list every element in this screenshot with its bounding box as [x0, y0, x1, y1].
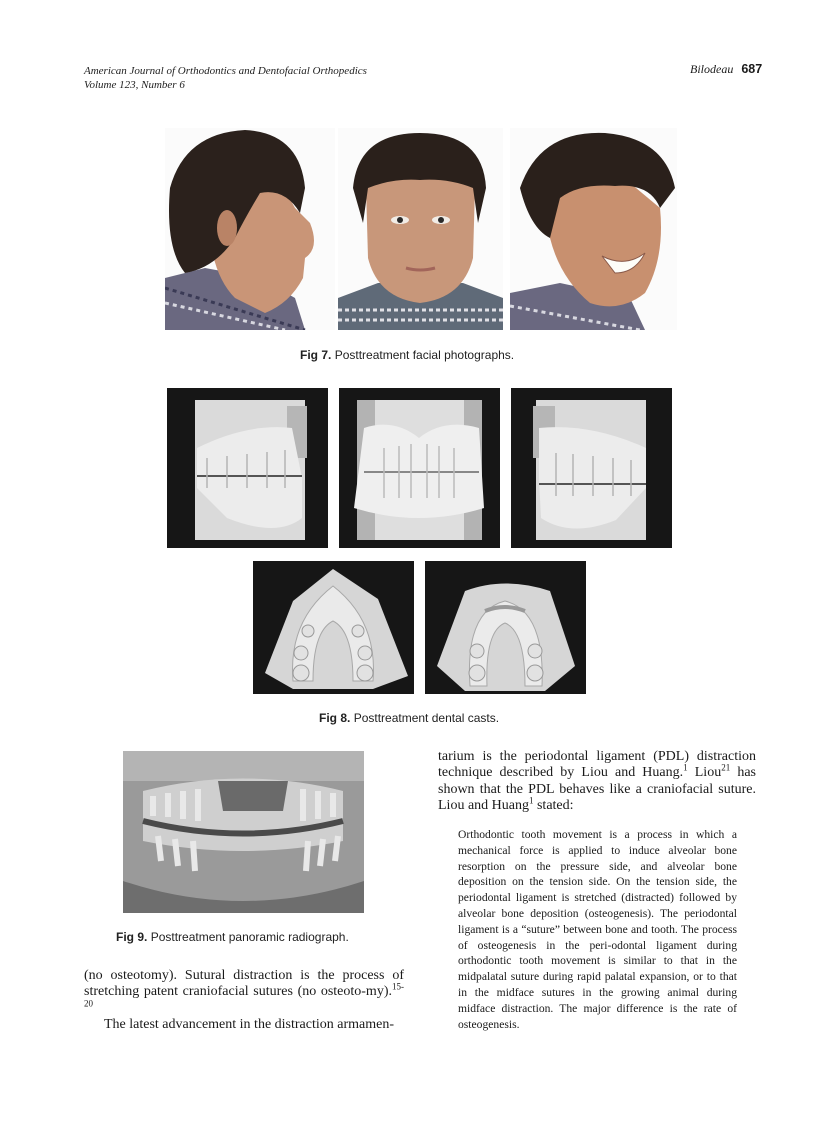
paragraph: The latest advancement in the distraction armamen- — [104, 1017, 394, 1033]
paragraph: tarium is the periodontal ligament (PDL) distraction technique described by Liou and Huang.$^1$ Liou$^{21}$ has shown that the PDL behaves like a craniofacial suture. Liou and Huang$^1$ stated: — [438, 749, 756, 814]
fig8-caption — [319, 711, 499, 725]
right-lateral-cast — [167, 388, 328, 548]
fig7-label: Fig 7. — [300, 348, 332, 362]
right-column-text — [438, 749, 756, 815]
journal-volume: Volume 123, Number 6 — [84, 79, 185, 91]
running-header-journal — [84, 64, 367, 92]
fig9-label: Fig 9. — [116, 930, 148, 944]
page-number: 687 — [741, 62, 763, 76]
citation: 15-20 — [84, 981, 404, 1009]
fig9-caption-text: Posttreatment panoramic radiograph. — [150, 930, 349, 944]
left-column-text — [84, 968, 404, 1034]
fig8-caption-text: Posttreatment dental casts. — [353, 711, 500, 725]
mandibular-occlusal-cast — [425, 561, 586, 694]
frontal-photo — [338, 128, 503, 330]
author-name: Bilodeau — [690, 62, 734, 76]
fig8-label: Fig 8. — [319, 711, 351, 725]
frontal-cast — [339, 388, 500, 548]
paragraph: (no osteotomy). Sutural distraction is the process of stretching patent craniofacial sutures (no osteoto-my).$^{15-20}$ — [84, 968, 404, 1009]
citation: 21 — [721, 762, 731, 773]
fig9-caption — [116, 930, 349, 944]
citation: 1 — [683, 762, 688, 773]
block-quote: Orthodontic tooth movement is a process in which a mechanical force is applied to induce alveolar bone resorption on the pressure side, and alveolar bone deposition on the tension side. On the tension side, the periodontal ligament is stretched (distracted) followed by alveolar bone deposition (osteogenesis). The periodontal ligament is a “suture” between bone and tooth. The process of osteogenesis in the peri-odontal ligament during orthodontic tooth movement is similar to that in the midpalatal suture during rapid palatal expansion, or to that in the midface sutures in the growing animal during midface distraction. The major difference is the rate of osteogenesis. — [458, 828, 737, 1031]
left-lateral-cast — [511, 388, 672, 548]
smiling-photo — [510, 128, 677, 330]
panoramic-radiograph — [123, 751, 364, 913]
citation: 1 — [528, 795, 534, 806]
fig7-caption-text: Posttreatment facial photographs. — [334, 348, 515, 362]
fig7-caption — [300, 348, 514, 362]
maxillary-occlusal-cast — [253, 561, 414, 694]
journal-title: American Journal of Orthodontics and Dentofacial Orthopedics — [84, 65, 367, 77]
running-header-author-page — [690, 62, 762, 77]
profile-photo — [165, 128, 335, 330]
